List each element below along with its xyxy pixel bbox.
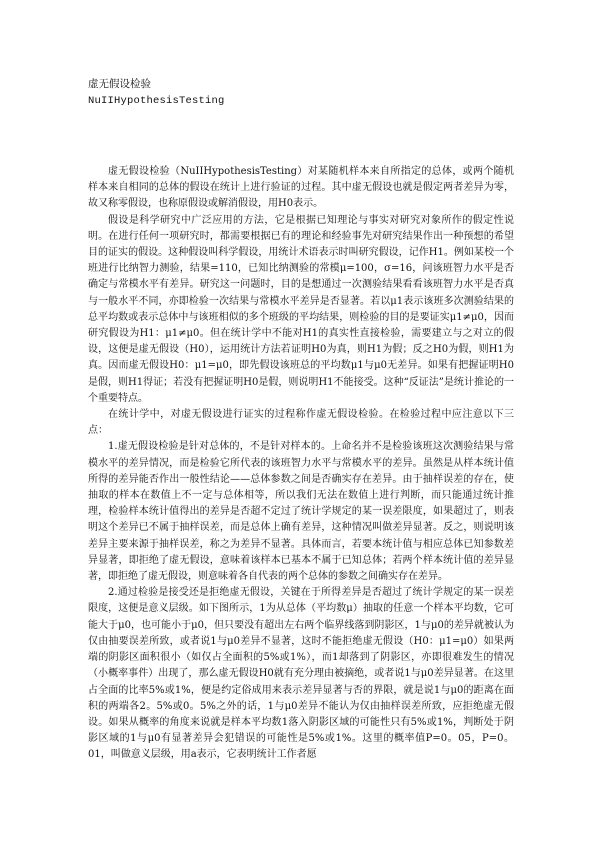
paragraph-point-1: 1.虚无假设检验是针对总体的，不是针对样本的。上命名并不是检验该班这次测验结果与常模水平的差异情况，而是检验它所代表的该班智力水平与常模水平的差异。虽然是从样本统计值所得的差异能否作出一般性结论——总体参数之间是否确实存在差异。由于抽样误差的存在，使抽取的样本在数值上不一定与总体相等，所以我们无法在数值上进行判断，而只能通过统计推理，检验样本统计值得出的差异是否超不定过了统计学规定的某一误差限度，如果超过了，则表明这个差异已不属于抽样误差，而是总体上确有差异，这种情况叫做差异显著。反之，则说明该差异主要来源于抽样误差，称之为差异不显著。具体而言，若要本统计值与相应总体已知参数差异显著，即拒绝了虚无假设，意味着该样本已基本不属于已知总体；若两个样本统计值的差异显著，即拒绝了虚无假设，则意味着各自代表的两个总体的参数之间确实存在差异。 bbox=[88, 441, 514, 583]
paragraph-hypothesis: 假设是科学研究中广泛应用的方法，它是根据已知理论与事实对研究对象所作的假定性说明。在进行任何一项研究时，都需要根据已有的理论和经验事先对研究结果作出一种预想的希望目的证实的假设。这种假设叫科学假设，用统计术语表示时叫研究假设，记作H1。例如某校一个班进行比纳智力测验，结果=110，已知比纳测验的常模μ=100，σ=16，问该班智力水平是否确定与常模水平有差异。研究这一问题时，目的是想通过一次测验结果看看该班智力水平是否真与一般水平不同，亦即检验一次结果与常模水平差异是否显著。若以μ1表示该班多次测验结果的总平均数或表示总体中与该班相似的多个班级的平均结果，则检验的目的是要证实μ1≠μ0，因而研究假设为H1：μ1≠μ0。但在统计学中不能对H1的真实性直接检验，需要建立与之对立的假设，这便是虚无假设（H0），运用统计方法若证明H0为真，则H1为假；反之H0为假，则H1为真。因而虚无假设H0：μ1=μ0，即先假设该班总的平均数μ1与μ0无差异。如果有把握证明H0是假，则H1得证；若没有把握证明H0是假，则说明H1不能接受。这种“反证法”是统计推论的一个重要特点。 bbox=[88, 214, 514, 404]
document-title: 虚无假设检验 bbox=[88, 78, 151, 90]
paragraph-intro-points: 在统计学中，对虚无假设进行证实的过程称作虚无假设检验。在检验过程中应注意以下三点： bbox=[88, 409, 514, 437]
title-block bbox=[88, 76, 225, 110]
paragraph-point-2: 2.通过检验是接受还是拒绝虚无假设，关键在于所得差异是否超过了统计学规定的某一误差限度，这便是意义层级。如下图所示，1为从总体（平均数μ）抽取的任意一个样本平均数，它可能大于μ0，也可能小于μ0，但只要没有超出左右两个临界线落到阴影区，1与μ0的差异就被认为仅由抽要误差所致，或者说1与μ0差异不显著，这时不能拒绝虚无假设（H0：μ1=μ0）如果两端的阴影区面积很小（如仅占全面积的5%或1%），而1却落到了阴影区，亦即很难发生的情况（小概率事件）出现了，那么虚无假设H0就有充分理由被摘绝，或者说1与μ0差异显著。在这里占全面的比率5%或1%，便是约定俗成用来表示差异显著与否的界限，就是说1与μ0的距离在面积的两端各2。5%或0。5%之外的话，1与μ0差异不能认为仅由抽样误差所致，应拒绝虚无假设。如果从概率的角度来说就是样本平均数1落入阴影区域的可能性只有5%或1%，判断处于阴影区域的1与μ0有显著差异会犯错误的可能性是5%或1%。这里的概率值P=0。05，P=0。01，叫做意义层级，用a表示，它表明统计工作者愿 bbox=[88, 587, 514, 761]
paragraph-definition: 虚无假设检验（NuIIHypothesisTesting）对某随机样本来自所指定的总体，或两个随机样本来自相同的总体的假设在统计上进行验证的过程。其中虚无假设也就是假定两者差异为零，故又称零假设，也称原假设或解消假设，用H0表示。 bbox=[88, 166, 514, 210]
document-subtitle-english: NuIIHypothesisTesting bbox=[88, 95, 225, 107]
document-body bbox=[88, 164, 514, 764]
